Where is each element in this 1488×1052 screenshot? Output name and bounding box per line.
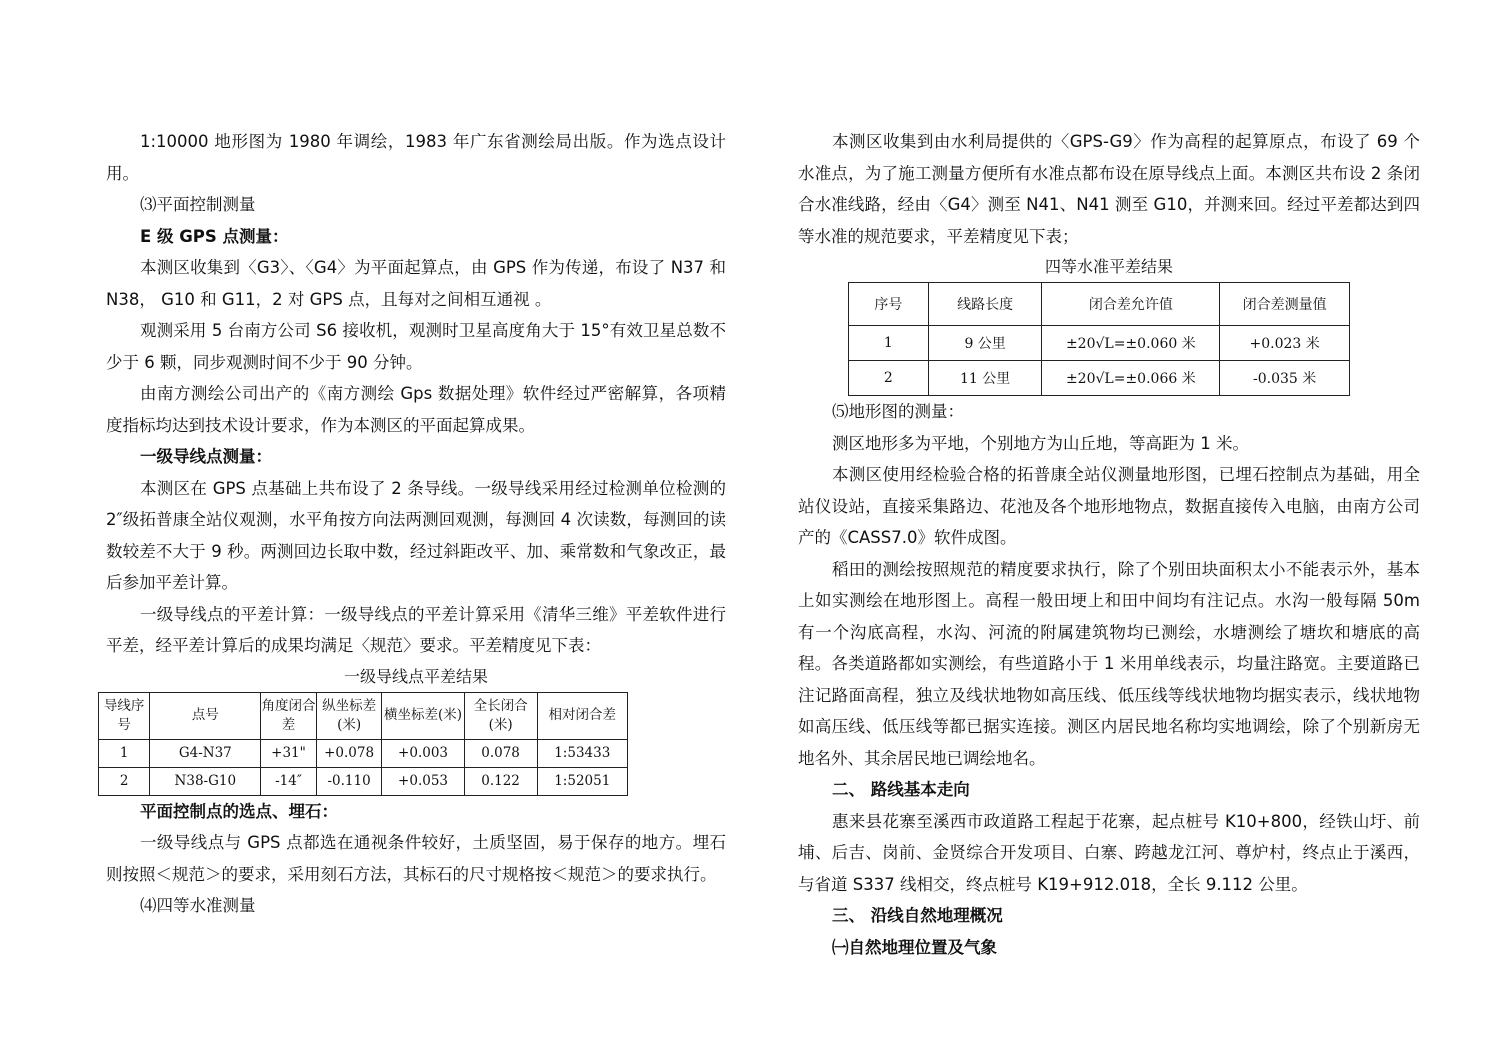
- header-cell: 线路长度: [928, 283, 1042, 326]
- table-cell: 1: [849, 326, 929, 361]
- heading-point-selection: 平面控制点的选点、埋石：: [140, 801, 338, 821]
- table-header-row: [849, 283, 1350, 326]
- table-cell: 9 公里: [928, 326, 1042, 361]
- table-row: [99, 767, 628, 795]
- heading-location-climate: ㈠自然地理位置及气象: [832, 937, 997, 957]
- header-cell: 导线序号: [99, 692, 150, 739]
- table-cell: G4-N37: [150, 739, 261, 767]
- paragraph-gps-points: 本测区收集到〈G3〉、〈G4〉为平面起算点，由 GPS 作为传递，布设了 N37 和 N38， G10 和 G11，2 对 GPS 点，且每对之间相互通视 。: [106, 258, 726, 309]
- table-cell: +0.023 米: [1220, 326, 1350, 361]
- paragraph-map-source: 1:10000 地形图为 1980 年调绘，1983 年广东省测绘局出版。作为选点设计用。: [106, 132, 726, 183]
- paragraph-route: 惠来县花寨至溪西市政道路工程起于花寨，起点桩号 K10+800，经铁山圩、前埔、后吉、岗前、金贤综合开发项目、白寨、跨越龙江河、尊炉村，终点止于溪西，与省道 S337 线相交，终点桩号 K19+912.018，全长 9.112 公里。: [798, 811, 1420, 894]
- table-cell: 1:53433: [537, 739, 627, 767]
- heading-plane-control: ⑶平面控制测量: [140, 195, 256, 214]
- table-cell: +0.053: [382, 767, 464, 795]
- heading-traverse: 一级导线点测量：: [140, 447, 272, 466]
- table-header-row: [99, 692, 628, 739]
- header-cell: 角度闭合差: [261, 692, 316, 739]
- table-cell: +0.003: [382, 739, 464, 767]
- header-cell: 闭合差允许值: [1042, 283, 1220, 326]
- heading-e-gps: E 级 GPS 点测量：: [140, 226, 289, 246]
- table-cell: 11 公里: [928, 361, 1042, 396]
- traverse-results-table: [98, 692, 628, 796]
- header-cell: 全长闭合(米): [464, 692, 537, 739]
- table-row: [99, 739, 628, 767]
- paragraph-leveling: 本测区收集到由水利局提供的〈GPS-G9〉作为高程的起算原点，布设了 69 个水准点，为了施工测量方便所有水准点都布设在原导线点上面。本测区共布设 2 条闭合水准线路，经由〈G4〉测至 N41、N41 测至 G10，并测来回。经过平差都达到四等水准的规范要求，平差精度见下表；: [798, 132, 1420, 246]
- table-row: [849, 361, 1350, 396]
- table-cell: N38-G10: [150, 767, 261, 795]
- header-cell: 纵坐标差(米): [316, 692, 382, 739]
- header-cell: 序号: [849, 283, 929, 326]
- header-cell: 横坐标差(米): [382, 692, 464, 739]
- table-cell: +0.078: [316, 739, 382, 767]
- right-column: [798, 126, 1420, 963]
- heading-leveling: ⑷四等水准测量: [140, 896, 256, 915]
- table-cell: 0.078: [464, 739, 537, 767]
- paragraph-traverse: 本测区在 GPS 点基础上共布设了 2 条导线。一级导线采用经过检测单位检测的 2″级拓普康全站仪观测，水平角按方向法两测回观测，每测回 4 次读数，每测回的读数较差不大于 9 秒。两测回边长取中数，经过斜距改平、加、乘常数和气象改正，最后参加平差计算。: [106, 478, 726, 592]
- table-cell: -0.035 米: [1220, 361, 1350, 396]
- header-cell: 相对闭合差: [537, 692, 627, 739]
- table-cell: 1: [99, 739, 150, 767]
- table-cell: -14″: [261, 767, 316, 795]
- paragraph-software: 由南方测绘公司出产的《南方测绘 Gps 数据处理》软件经过严密解算，各项精度指标均达到技术设计要求，作为本测区的平面起算成果。: [106, 384, 726, 435]
- table-cell: 2: [99, 767, 150, 795]
- paragraph-total-station: 本测区使用经检验合格的拓普康全站仪测量地形图，已埋石控制点为基础，用全站仪设站，直接采集路边、花池及各个地形地物点，数据直接传入电脑，由南方公司产的《CASS7.0》软件成图。: [798, 465, 1420, 547]
- left-column: [103, 126, 726, 922]
- table-cell: ±20√L=±0.060 米: [1042, 326, 1220, 361]
- table-cell: -0.110: [316, 767, 382, 795]
- heading-topographic-survey: ⑸地形图的测量：: [832, 402, 964, 421]
- header-cell: 点号: [150, 692, 261, 739]
- table-cell: ±20√L=±0.066 米: [1042, 361, 1220, 396]
- table-cell: 2: [849, 361, 929, 396]
- paragraph-terrain: 测区地形多为平地，个别地方为山丘地，等高距为 1 米。: [832, 433, 1249, 453]
- header-cell: 闭合差测量值: [1220, 283, 1350, 326]
- table-row: [849, 326, 1350, 361]
- table-caption: 四等水准平差结果: [1044, 257, 1173, 276]
- table-cell: +31": [261, 739, 316, 767]
- table-cell: 1:52051: [537, 767, 627, 795]
- heading-natural-geography: 三、 沿线自然地理概况: [832, 906, 1003, 925]
- leveling-results-table: [848, 282, 1350, 396]
- paragraph-adjustment: 一级导线点的平差计算：一级导线点的平差计算采用《清华三维》平差软件进行平差，经平差计算后的成果均满足〈规范〉要求。平差精度见下表：: [106, 604, 726, 655]
- heading-route-direction: 二、 路线基本走向: [832, 780, 970, 799]
- paragraph-observation: 观测采用 5 台南方公司 S6 接收机，观测时卫星高度角大于 15°有效卫星总数不少于 6 颗，同步观测时间不少于 90 分钟。: [106, 321, 726, 372]
- paragraph-point-selection: 一级导线点与 GPS 点都选在通视条件较好，土质坚固，易于保存的地方。埋石则按照＜规范＞的要求，采用刻石方法，其标石的尺寸规格按＜规范＞的要求执行。: [106, 833, 726, 884]
- table-caption: 一级导线点平差结果: [343, 666, 488, 686]
- table-cell: 0.122: [464, 767, 537, 795]
- paragraph-field-mapping: 稻田的测绘按照规范的精度要求执行，除了个别田块面积太小不能表示外，基本上如实测绘在地形图上。高程一般田埂上和田中间均有注记点。水沟一般每隔 50m 有一个沟底高程，水沟、河流的附属建筑物均已测绘，水塘测绘了塘坎和塘底的高程。各类道路都如实测绘，有些道路小于 1 米用单线表示，均量注路宽。主要道路已注记路面高程，独立及线状地物如高压线、低压线等线状地物均据实表示，线状地物如高压线、低压线等都已据实连接。测区内居民地名称均实地调绘，除了个别新房无地名外、其余居民地已调绘地名。: [798, 559, 1420, 768]
